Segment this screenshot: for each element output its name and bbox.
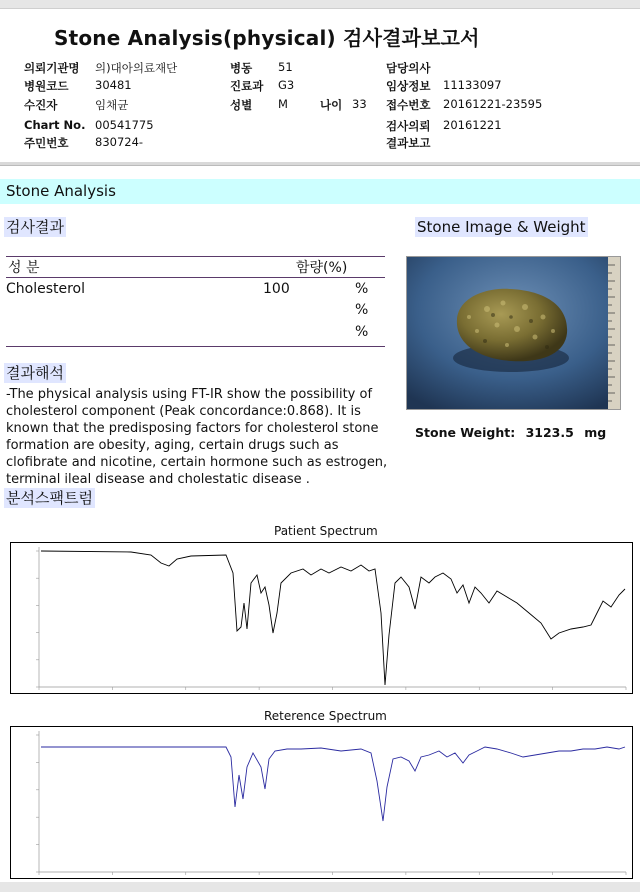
interpretation-heading: 결과해석 (6, 364, 64, 382)
weight-value: 3123.5 (525, 425, 574, 440)
stone-weight (415, 425, 606, 440)
reference-spectrum-line (41, 747, 625, 821)
component-unit: % (355, 324, 369, 340)
weight-label: Stone Weight: (415, 425, 516, 440)
content-column-header: 함량(%) (296, 260, 348, 276)
info-label: Chart No. (24, 118, 86, 132)
stone-photo (406, 256, 621, 410)
info-label: 접수번호 (386, 98, 431, 112)
header-divider-line (0, 165, 640, 166)
component-unit: % (355, 281, 369, 297)
info-value: 의)대아의료재단 (95, 61, 178, 75)
info-label: 결과보고 (386, 136, 431, 150)
patient-spectrum-title: Patient Spectrum (274, 524, 378, 538)
info-value: 20161221 (443, 118, 502, 132)
component-name: Cholesterol (6, 281, 86, 297)
info-label: 성별 (230, 98, 253, 112)
spectrum-heading: 분석스팩트럼 (6, 489, 93, 507)
info-value: 33 (352, 97, 367, 111)
results-heading: 검사결과 (6, 218, 64, 236)
info-label: 병동 (230, 61, 253, 75)
patient-spectrum-plot (10, 542, 633, 694)
info-label: 나이 (320, 98, 343, 112)
table-header-rule (6, 277, 385, 278)
patient-spectrum-axes (36, 547, 626, 690)
reference-spectrum-axes (36, 731, 626, 875)
reference-spectrum-title: Reterence Spectrum (264, 709, 387, 723)
stone-photo-drawing (407, 257, 620, 409)
info-value: 30481 (95, 78, 132, 92)
weight-unit: mg (584, 425, 607, 440)
reference-spectrum-plot (10, 726, 633, 879)
info-value: 51 (278, 60, 293, 74)
interpretation-text: -The physical analysis using FT-IR show the possibility of cholesterol component (Peak concordance:0.868). It is known that the predisposing factors for cholesterol stone formation are obesity, aging, certain drugs such as clofibrate and nicotine, certain hormone such as estrogen, terminal ileal disease and cholestatic disease . (6, 387, 388, 487)
info-label: 수진자 (24, 98, 58, 112)
info-value: 11133097 (443, 78, 502, 92)
band-title: Stone Analysis (6, 182, 116, 200)
info-label: 병원코드 (24, 79, 69, 93)
stone-heading: Stone Image & Weight (417, 218, 586, 236)
info-label: 진료과 (230, 79, 264, 93)
info-value: 830724- (95, 135, 144, 149)
info-value: 임채균 (95, 98, 129, 112)
component-column-header: 성 분 (8, 260, 40, 276)
component-unit: % (355, 302, 369, 318)
info-label: 임상정보 (386, 79, 431, 93)
section-band (0, 179, 640, 204)
patient-spectrum-svg (11, 543, 632, 693)
reference-spectrum-svg (11, 727, 632, 878)
bottom-border (0, 882, 640, 892)
info-value: 20161221-23595 (443, 97, 543, 111)
report-title: Stone Analysis(physical) 검사결과보고서 (54, 26, 480, 50)
top-border (0, 0, 640, 9)
info-label: 주민번호 (24, 136, 69, 150)
info-label: 의뢰기관명 (24, 61, 80, 75)
component-value: 100 (263, 281, 290, 297)
info-label: 검사의뢰 (386, 119, 431, 133)
info-value: M (278, 97, 288, 111)
info-label: 담당의사 (386, 61, 431, 75)
patient-spectrum-line (41, 551, 625, 685)
info-value: 00541775 (95, 118, 154, 132)
table-bottom-rule (6, 346, 385, 347)
info-value: G3 (278, 78, 295, 92)
